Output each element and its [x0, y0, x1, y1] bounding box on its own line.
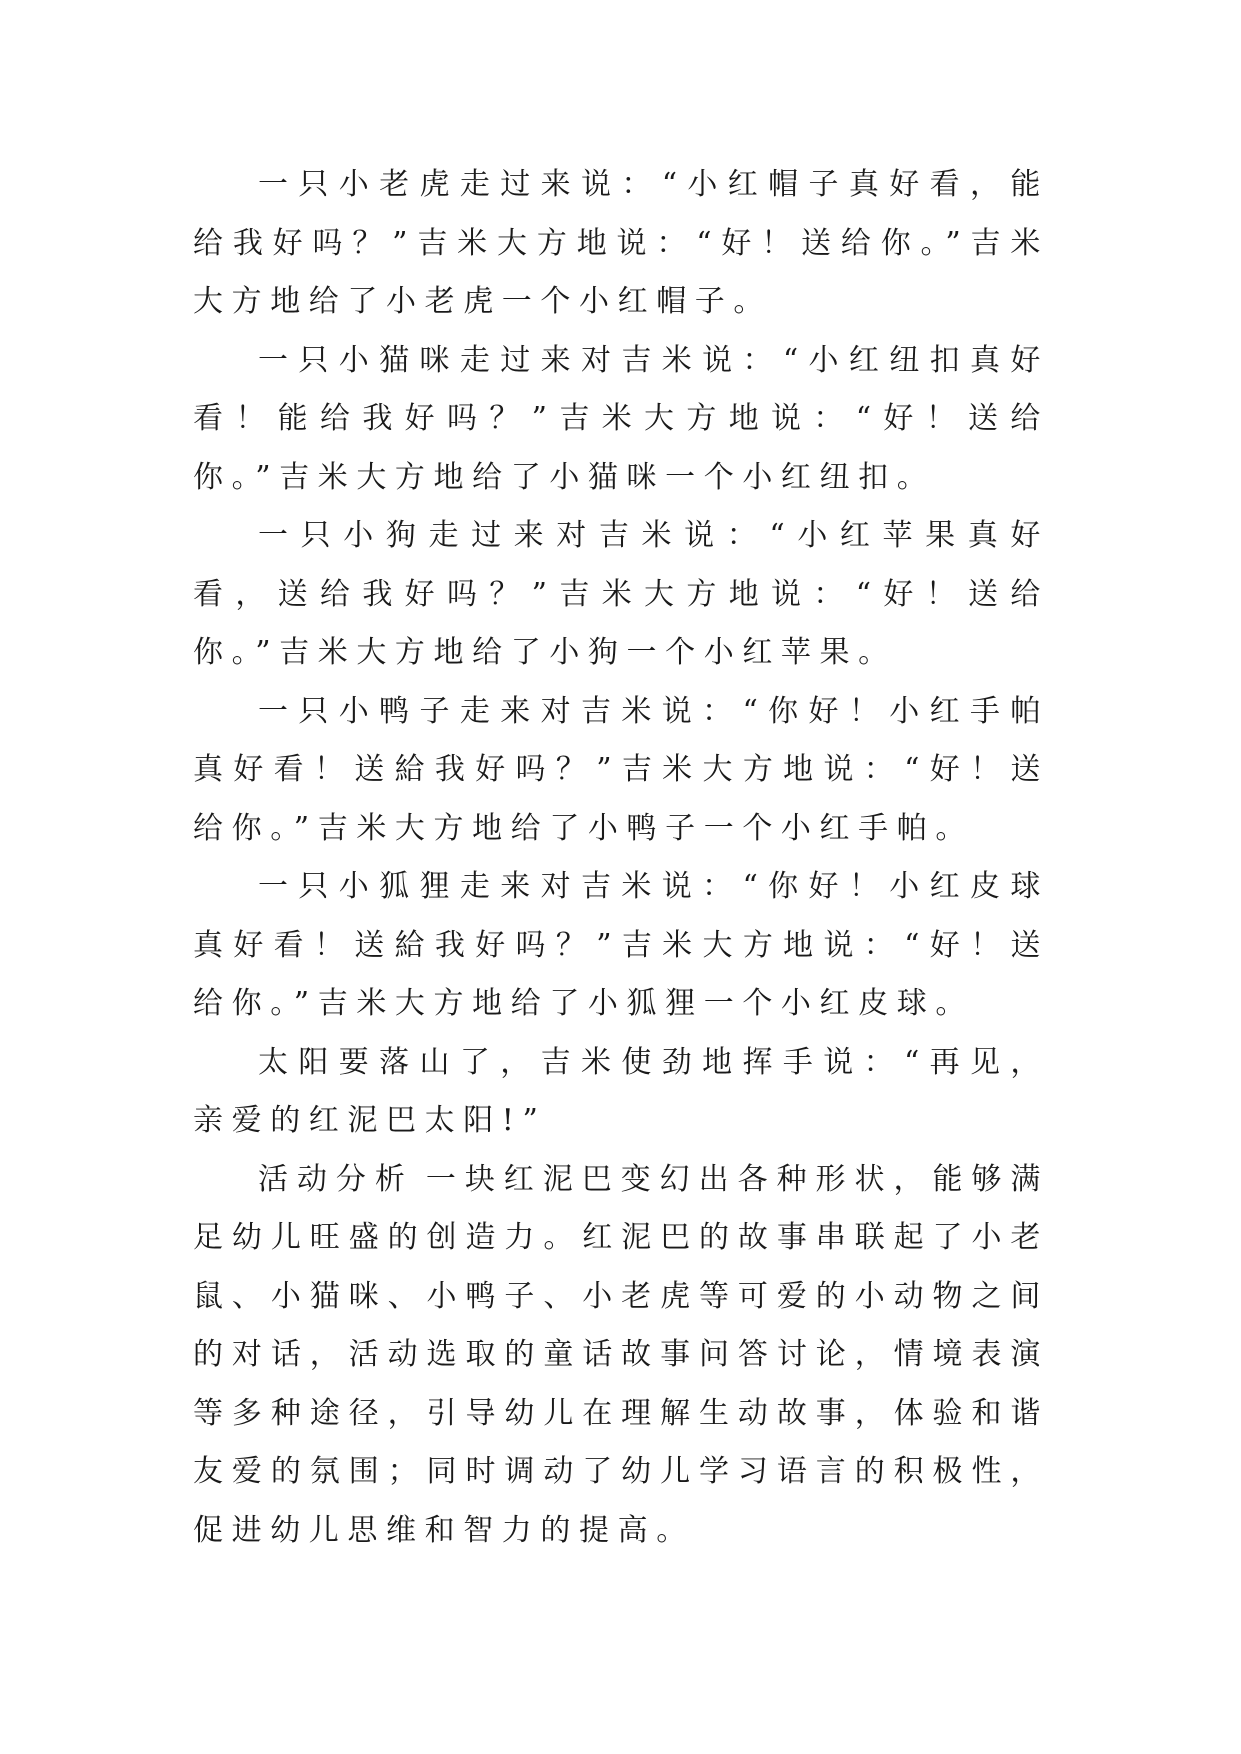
- analysis-paragraph: [193, 1151, 1049, 1561]
- story-paragraph-tiger: 一只小老虎走过来说：“小红帽子真好看，能给我好吗？”吉米大方地说：“好！送给你。”吉米大方地给了小老虎一个小红帽子。: [193, 167, 1049, 319]
- analysis-text: 一块红泥巴变幻出各种形状，能够满足幼儿旺盛的创造力。红泥巴的故事串联起了小老鼠、小猫咪、小鸭子、小老虎等可爱的小动物之间的对话，活动选取的童话故事问答讨论，情境表演等多种途径，引导幼儿在理解生动故事，体验和谐友爱的氛围；同时调动了幼儿学习语言的积极性，促进幼儿思维和智力的提高。: [193, 1161, 1049, 1548]
- story-paragraph-duck: 一只小鸭子走来对吉米说：“你好！小红手帕真好看！送給我好吗？”吉米大方地说：“好！送给你。”吉米大方地给了小鸭子一个小红手帕。: [193, 693, 1049, 846]
- story-paragraph-fox: 一只小狐狸走来对吉米说：“你好！小红皮球真好看！送給我好吗？”吉米大方地说：“好！送给你。”吉米大方地给了小狐狸一个小红皮球。: [193, 869, 1049, 1021]
- story-paragraph-dog: 一只小狗走过来对吉米说：“小红苹果真好看，送给我好吗？”吉米大方地说：“好！送给你。”吉米大方地给了小狗一个小红苹果。: [193, 518, 1049, 670]
- document-body: [193, 156, 1049, 1560]
- story-paragraph-sunset: 太阳要落山了，吉米使劲地挥手说：“再见，亲爱的红泥巴太阳!”: [193, 1044, 1049, 1138]
- story-paragraph-cat: 一只小猫咪走过来对吉米说：“小红纽扣真好看！能给我好吗？”吉米大方地说：“好！送给你。”吉米大方地给了小猫咪一个小红纽扣。: [193, 342, 1049, 495]
- analysis-label: 活动分析: [258, 1161, 414, 1197]
